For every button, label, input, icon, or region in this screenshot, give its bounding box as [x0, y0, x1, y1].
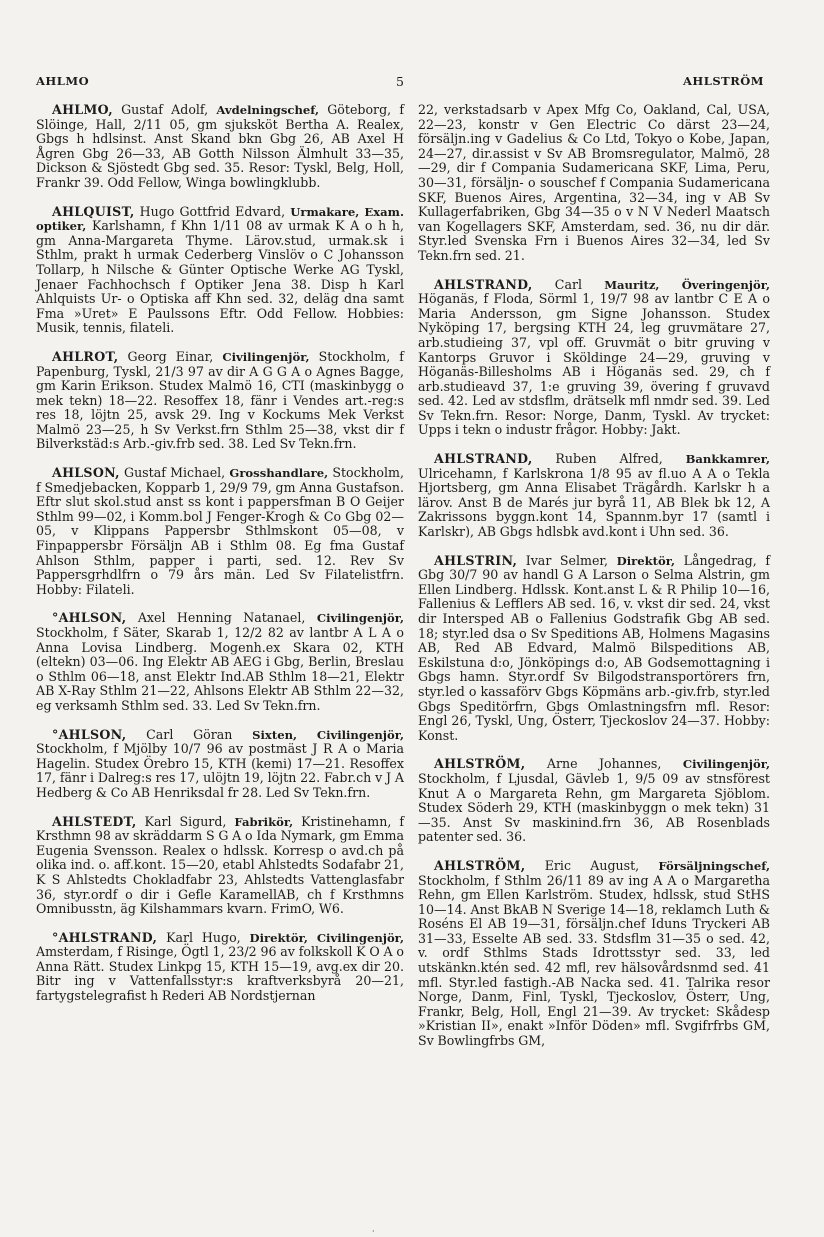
biography-entry	[418, 554, 770, 744]
running-head-left: AHLMO	[36, 74, 90, 88]
running-head-right: AHLSTRÖM	[682, 74, 764, 88]
entry-occupation: Civilingenjör,	[316, 611, 404, 626]
right-column	[418, 103, 770, 1063]
entry-text: Stockholm, f Ljusdal, Gävleb 1, 9/5 09 av stnsförest Knut A o Margareta Rehn, gm Margareta Sjöblom. Studex Söderh 29, KTH (maskinbyggn o mek tekn) 31—35. Anst Sv maskinind.frn 36, AB Rosenblads patenter sed. 36.	[418, 770, 770, 845]
entry-surname: AHLSTRAND,	[434, 276, 533, 292]
entry-continuation: 22, verkstadsarb v Apex Mfg Co, Oakland, Cal, USA, 22—23, konstr v Gen Electric Co därst 23—24, försäljn.ing v Gadelius & Co Ltd, Tokyo o Kobe, Japan, 24—27, dir.assist v Sv AB Bromsregulator, Malmö, 28—29, dir f Compania Sudamericana SKF, Lima, Peru, 30—31, försäljn- o souschef f Compania Sudamericana SKF, Buenos Aires, Argentina, 32—34, ing v AB Sv Kullagerfabriken, Gbg 34—35 o v N V Nederl Maatsch van Kogellagers SKF, Amsterdam, sed. 36, nu dir där. Styr.led Svenska Frn i Buenos Aires 32—34, led Sv Tekn.frn sed. 21.	[418, 102, 770, 263]
biography-entry	[36, 728, 404, 801]
biography-entry	[36, 103, 404, 191]
entry-surname: AHLSTRAND,	[434, 451, 533, 467]
entry-text: Stockholm, f Säter, Skarab 1, 12/2 82 av lantbr A L A o Anna Lovisa Lindberg. Mogenh.ex Skara 02, KTH (eltekn) 03—06. Ing Elektr AB AEG i Gbg, Berlin, Breslau o Sthlm 06—18, anst Elektr Ind.AB Sthlm 18—21, Elektr AB X-Ray Sthlm 21—22, Ahlsons Elektr AB Sthlm 22—32, eg verksamh Sthlm sed. 33. Led Sv Tekn.frn.	[36, 625, 404, 713]
entry-given-names: Ruben Alfred,	[532, 451, 686, 467]
entry-text: Karlshamn, f Khn 1/11 08 av urmak K A o h h, gm Anna-Margareta Thyme. Lärov.stud, urmak.sk i Sthlm, prakt h urmak Cederberg Vinslöv o C Johansson Tollarp, h Nilsche & Günter Optische Werke AG Tyskl, Jenaer Fachhochsch f Optiker Jena 38. Disp h Karl Ahlquists Ur- o Optiska aff Khn sed. 32, deläg dna samt Fma »Uret» E Paulssons Eftr. Odd Fellow. Hobbies: Musik, tennis, filateli.	[36, 218, 404, 336]
entry-given-names: Carl Göran	[126, 726, 253, 742]
biography-entry	[36, 350, 404, 452]
entry-text: Stockholm, f Smedjebacken, Kopparb 1, 29/9 79, gm Anna Gustafson. Eftr slut skol.stud anst ss kont i pappersfman B O Geijer Sthlm 99—02, i Komm.bol J Fenger-Krogh & Co Gbg 02—05, v Klippans Pappersbr Sthlmskont 05—08, v Finpappersbr Försäljn AB i Sthlm 08. Eg fma Gustaf Ahlson Sthlm, papper i parti, sed. 12. Rev Sv Pappersgrhdlfrn o 79 års män. Led Sv Filatelistfrn. Hobby: Filateli.	[36, 465, 404, 597]
entry-text: Ulricehamn, f Karlskrona 1/8 95 av fl.uo A A o Tekla Hjortsberg, gm Anna Elisabet Trägårdh. Karlskr h a lärov. Anst B de Marés jur byrå 11, AB Blek bk 12, A Zakrissons byggn.kont 14, Spannm.byr 17 (samtl i Karlskr), AB Gbgs hdlsbk avd.kont i Uhn sed. 36.	[418, 465, 770, 540]
entry-text: Amsterdam, f Risinge, Ögtl 1, 23/2 96 av folkskoll K O A o Anna Rätt. Studex Linkpg 15, KTH 15—19, avg.ex dir 20. Bitr ing v Vattenfallsstyr:s kraftverksbyrå 20—21, fartygstelegrafist h Rederi AB Nordstjernan	[36, 944, 404, 1004]
biography-entry	[36, 815, 404, 917]
entry-occupation: Sixten, Civilingenjör,	[252, 727, 404, 742]
entry-given-names: Eric August,	[525, 857, 659, 873]
entry-given-names: Ivar Selmer,	[517, 552, 617, 568]
entry-given-names: Georg Einar,	[118, 348, 223, 364]
entry-surname: AHLSTRÖM,	[434, 857, 526, 873]
entry-given-names: Gustaf Michael,	[119, 465, 230, 481]
biography-entry	[36, 611, 404, 713]
entry-surname: AHLSTRIN,	[434, 552, 518, 568]
entry-given-names: Axel Henning Natanael,	[126, 610, 317, 626]
entry-occupation: Bankkamrer,	[685, 452, 770, 467]
entry-occupation: Urmakare, Exam. optiker,	[36, 204, 404, 234]
entry-surname: AHLSTEDT,	[52, 813, 137, 829]
entry-occupation: Avdelningschef,	[216, 103, 320, 117]
entry-surname: °AHLSON,	[52, 726, 127, 742]
entry-surname: AHLMO,	[52, 102, 113, 117]
print-mark: ·	[372, 1227, 375, 1236]
entry-text: Göteborg, f Slöinge, Hall, 2/11 05, gm sjuksköt Bertha A. Realex, Gbgs h hdlsinst. Anst Skand bkn Gbg 26, AB Axel H Ågren Gbg 26—33, AB Gotth Nilsson Älmhult 33—35, Dickson & Sjöstedt Gbg sed. 35. Resor: Tyskl, Belg, Holl, Frankr 39. Odd Fellow, Winga bowlingklubb.	[36, 102, 404, 190]
biography-entry	[418, 859, 770, 1049]
entry-text: Stockholm, f Papenburg, Tyskl, 21/3 97 av dir A G G A o Agnes Bagge, gm Karin Erikson. Studex Malmö 16, CTI (maskinbygg o mek tekn) 18—22. Resoffex 18, fänr i Vendes art.-reg:s res 18, löjtn 25, avsk 29. Ing v Kockums Mek Verkst Malmö 23—25, h Sv Verkst.frn Sthlm 25—38, vkst dir f Bilverkstäd:s Arb.-giv.frb sed. 38. Led Sv Tekn.frn.	[36, 348, 404, 452]
entry-surname: AHLSTRÖM,	[434, 756, 526, 772]
biography-entry	[36, 466, 404, 597]
entry-occupation: Fabrikör,	[234, 814, 294, 829]
entry-occupation: Civilingenjör,	[222, 349, 310, 364]
biography-entry	[418, 278, 770, 439]
entry-surname: AHLSON,	[52, 465, 120, 481]
entry-occupation: Direktör, Civilingenjör,	[249, 930, 404, 945]
page-header	[0, 74, 824, 90]
entry-text: Höganäs, f Floda, Sörml 1, 19/7 98 av lantbr C E A o Maria Andersson, gm Signe Johansson. Studex Nyköping 17, bergsing KTH 24, leg gruvmätare 27, arb.studieing 37, vpl off. Gruvmät o bitr gruving v Kantorps Gruvor i Sköldinge 24—29, gruving v Höganäs-Billesholms AB i Höganäs sed. 29, ch f arb.studieavd 37, 1:e gruving 39, övering f gruvavd sed. 42. Led av stdsflm, drätselk mfl nmdr sed. 39. Led Sv Tekn.frn. Resor: Norge, Danm, Tyskl. Av trycket: Upps i tekn o industr frågor. Hobby: Jakt.	[418, 291, 770, 438]
biography-entry	[36, 931, 404, 1004]
entry-text: Långedrag, f Gbg 30/7 90 av handl G A Larson o Selma Alstrin, gm Ellen Lindberg. Hdlssk. Kont.anst L & R Philip 10—16, Fallenius & Lefflers AB sed. 16, v. vkst dir sed. 24, vkst dir Intersped AB o Fallenius Godstrafik Gbg AB sed. 18; styr.led dsa o Sv Speditions AB, Holmens Magasins AB, Red AB Edvard, Malmö Bilspeditions AB, Eskilstuna d:o, Jönköpings d:o, AB Godsemottagning i Gbgs hamn. Styr.ordf Sv Bilgodstransportörers frn, styr.led o kassaförv Gbgs Köpmäns arb.-giv.frb, styr.led Gbgs Speditörfrn, Gbgs Omlastningsfrn mfl. Resor: Engl 26, Tyskl, Ung, Österr, Tjeckoslov 24—37. Hobby: Konst.	[418, 552, 770, 743]
biography-entry	[418, 452, 770, 540]
entry-given-names: Hugo Gottfrid Edvard,	[134, 203, 291, 219]
entry-text: Stockholm, f Mjölby 10/7 96 av postmäst J R A o Maria Hagelin. Studex Örebro 15, KTH (kemi) 17—21. Resoffex 17, fänr i Dalreg:s res 17, ulöjtn 19, löjtn 22. Fabr.ch v J A Hedberg & Co AB Henriksdal fr 28. Led Sv Tekn.frn.	[36, 741, 404, 800]
biography-entry	[418, 757, 770, 845]
entry-surname: AHLQUIST,	[52, 203, 135, 219]
entry-given-names: Gustaf Adolf,	[112, 102, 217, 117]
entry-given-names: Arne Johannes,	[525, 756, 683, 772]
entry-given-names: Karl Sigurd,	[136, 813, 235, 829]
entry-occupation: Grosshandlare,	[229, 466, 329, 481]
entry-occupation: Försäljningschef,	[658, 858, 770, 873]
entry-occupation: Mauritz, Överingenjör,	[604, 277, 770, 292]
entry-surname: °AHLSON,	[52, 610, 127, 626]
page-number: 5	[396, 74, 404, 89]
entry-surname: °AHLSTRAND,	[52, 929, 158, 945]
biography-entry	[36, 205, 404, 336]
entry-occupation: Civilingenjör,	[682, 757, 770, 772]
entry-given-names: Carl	[532, 276, 605, 292]
left-column	[36, 103, 404, 1018]
entry-text: Kristinehamn, f Krsthmn 98 av skräddarm S G A o Ida Nymark, gm Emma Eugenia Svensson. Realex o hdlssk. Korresp o avd.ch på olika ind. o. aff.kont. 15—20, etabl Ahlstedts Sodafabr 21, K S Ahlstedts Chokladfabr 23, Ahlstedts Vattenglasfabr 36, styr.ordf o dir i Gefle KaramellAB, ch f Krsthmns Omnibusstn, äg Kilshammars kvarn. FrimO, W6.	[36, 813, 404, 917]
entry-surname: AHLROT,	[52, 348, 119, 364]
entry-given-names: Karl Hugo,	[157, 929, 250, 945]
entry-occupation: Direktör,	[616, 553, 676, 568]
entry-text: Stockholm, f Sthlm 26/11 89 av ing A A o Margaretha Rehn, gm Ellen Karlström. Studex, hdlssk, stud StHS 10—14. Anst BkAB N Sverige 14—18, reklamch Luth & Roséns El AB 19—31, försäljn.chef Iduns Tryckeri AB 31—33, Esselte AB sed. 33. Stdsflm 31—35 o sed. 42, v. ordf Sthlms Stads Idrottsstyr sed. 33, led utskänkn.ktén sed. 42 mfl, rev hälsovårdsnmd sed. 41 mfl. Styr.led fastigh.-AB Nacka sed. 41. Talrika resor Norge, Danm, Finl, Tyskl, Tjeckoslov, Österr, Ung, Frankr, Belg, Holl, Engl 21—39. Av trycket: Skådesp »Kristian II», enakt »Inför Döden» mfl. Svgifrfrbs GM, Sv Bowlingfrbs GM,	[418, 872, 770, 1049]
